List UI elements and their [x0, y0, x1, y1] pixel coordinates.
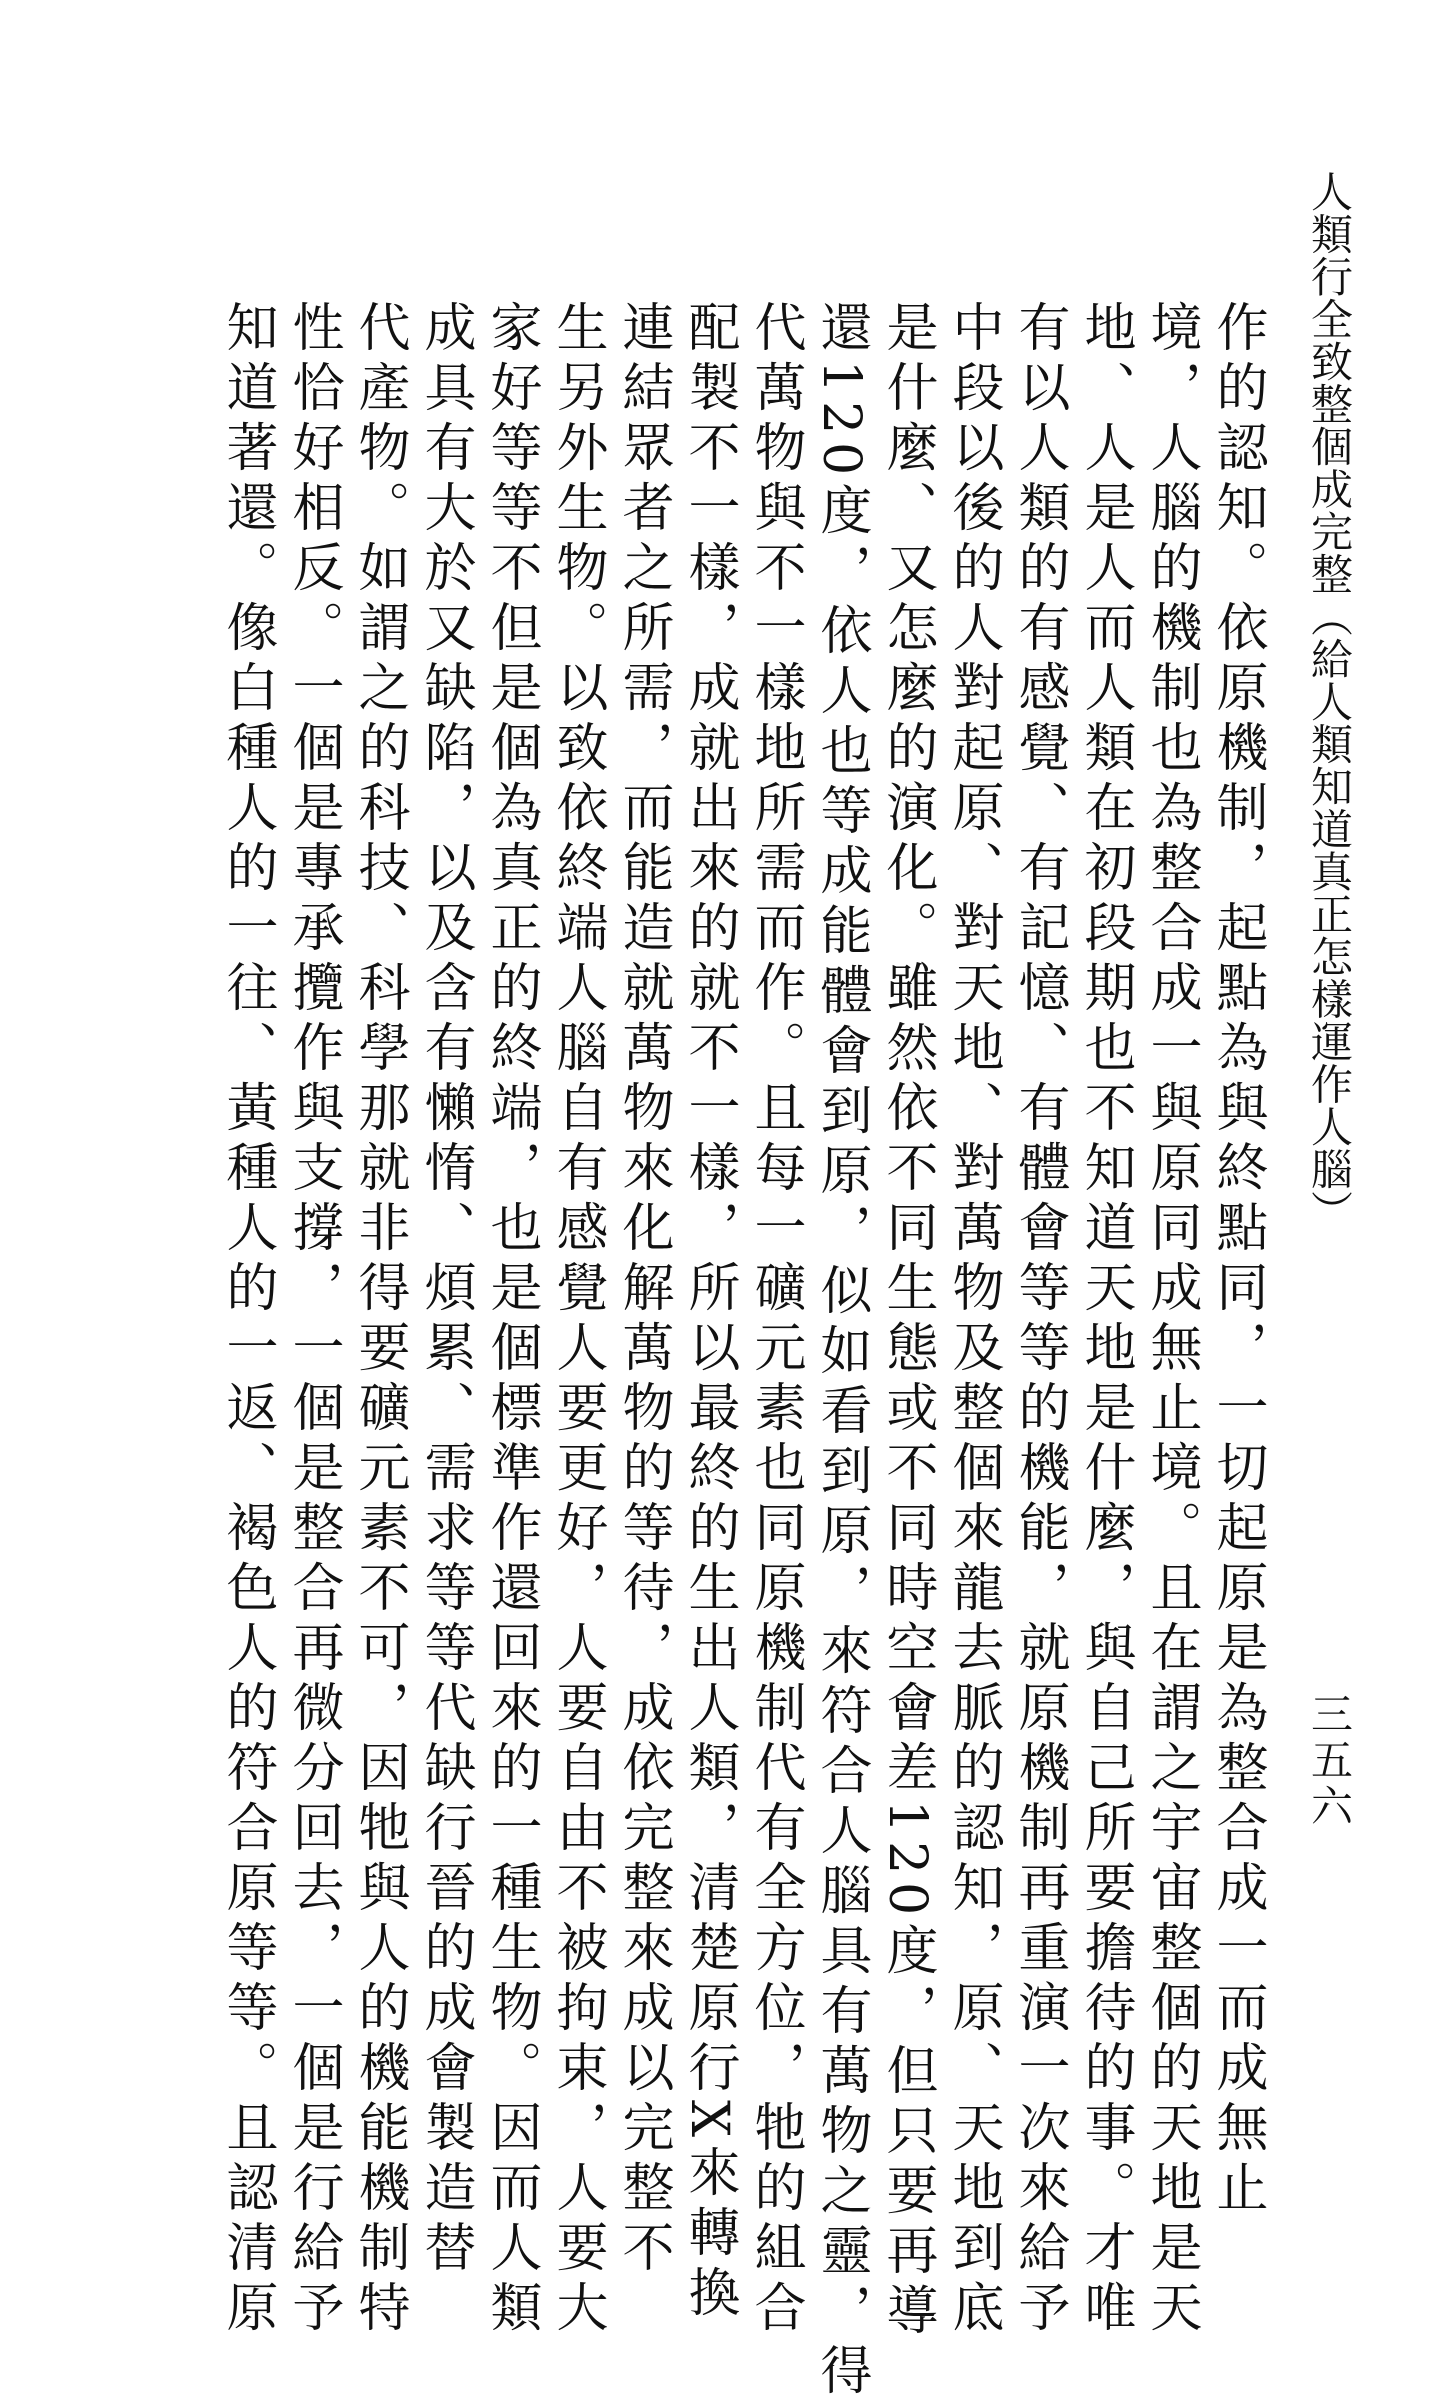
text-column: 成具有大於又缺陷，以及含有懶惰、煩累、需求等等代缺行晉的成會製造替	[415, 300, 475, 2280]
body-text	[190, 300, 1270, 2403]
text-column: 有以人類的有感覺、有記憶、有體會等等的機能，就原機制再重演一次來給予	[1009, 300, 1069, 2340]
text-column: 境，人腦的機制也為整合成一與原同成無止境。且在謂之宇宙整個的天地是天	[1141, 300, 1201, 2340]
text-column: 還120度，依人也等成能體會到原，似如看到原，來符合人腦具有萬物之靈，得	[811, 300, 871, 2403]
text-column: 中段以後的人對起原、對天地、對萬物及整個來龍去脈的認知，原、天地到底	[943, 300, 1003, 2340]
text-column: 性恰好相反。一個是專承攬作與支撐，一個是整合再微分回去，一個是行給予	[283, 300, 343, 2340]
text-column: 代產物。如謂之的科技、科學那就非得要礦元素不可，因牠與人的機能機制特	[349, 300, 409, 2340]
text-column: 配製不一樣，成就出來的就不一樣，所以最終的生出人類，清楚原行X來轉換	[679, 300, 739, 2326]
page-number: 三五六	[1305, 1692, 1354, 1830]
text-column: 地、人是人而人類在初段期也不知道天地是什麼，與自己所要擔待的事。才唯	[1075, 300, 1135, 2340]
text-column: 生另外生物。以致依終端人腦自有感覺人要更好，人要自由不被拘束，人要大	[547, 300, 607, 2340]
text-column: 是什麼、又怎麼的演化。雖然依不同生態或不同時空會差120度，但只要再導	[877, 300, 937, 2344]
text-column: 知道著還。像白種人的一往、黃種人的一返、褐色人的符合原等等。且認清原	[217, 300, 277, 2340]
running-header: 人類行全致整個成完整（給人類知道真正怎樣運作人腦）	[1305, 170, 1354, 1233]
text-column: 代萬物與不一樣地所需而作。且每一礦元素也同原機制代有全方位，牠的組合	[745, 300, 805, 2340]
text-column: 作的認知。依原機制，起點為與終點同，一切起原是為整合成一而成無止	[1207, 300, 1267, 2220]
text-column: 家好等等不但是個為真正的終端，也是個標準作還回來的一種生物。因而人類	[481, 300, 541, 2340]
text-column: 連結眾者之所需，而能造就萬物來化解萬物的等待，成依完整來成以完整不	[613, 300, 673, 2280]
